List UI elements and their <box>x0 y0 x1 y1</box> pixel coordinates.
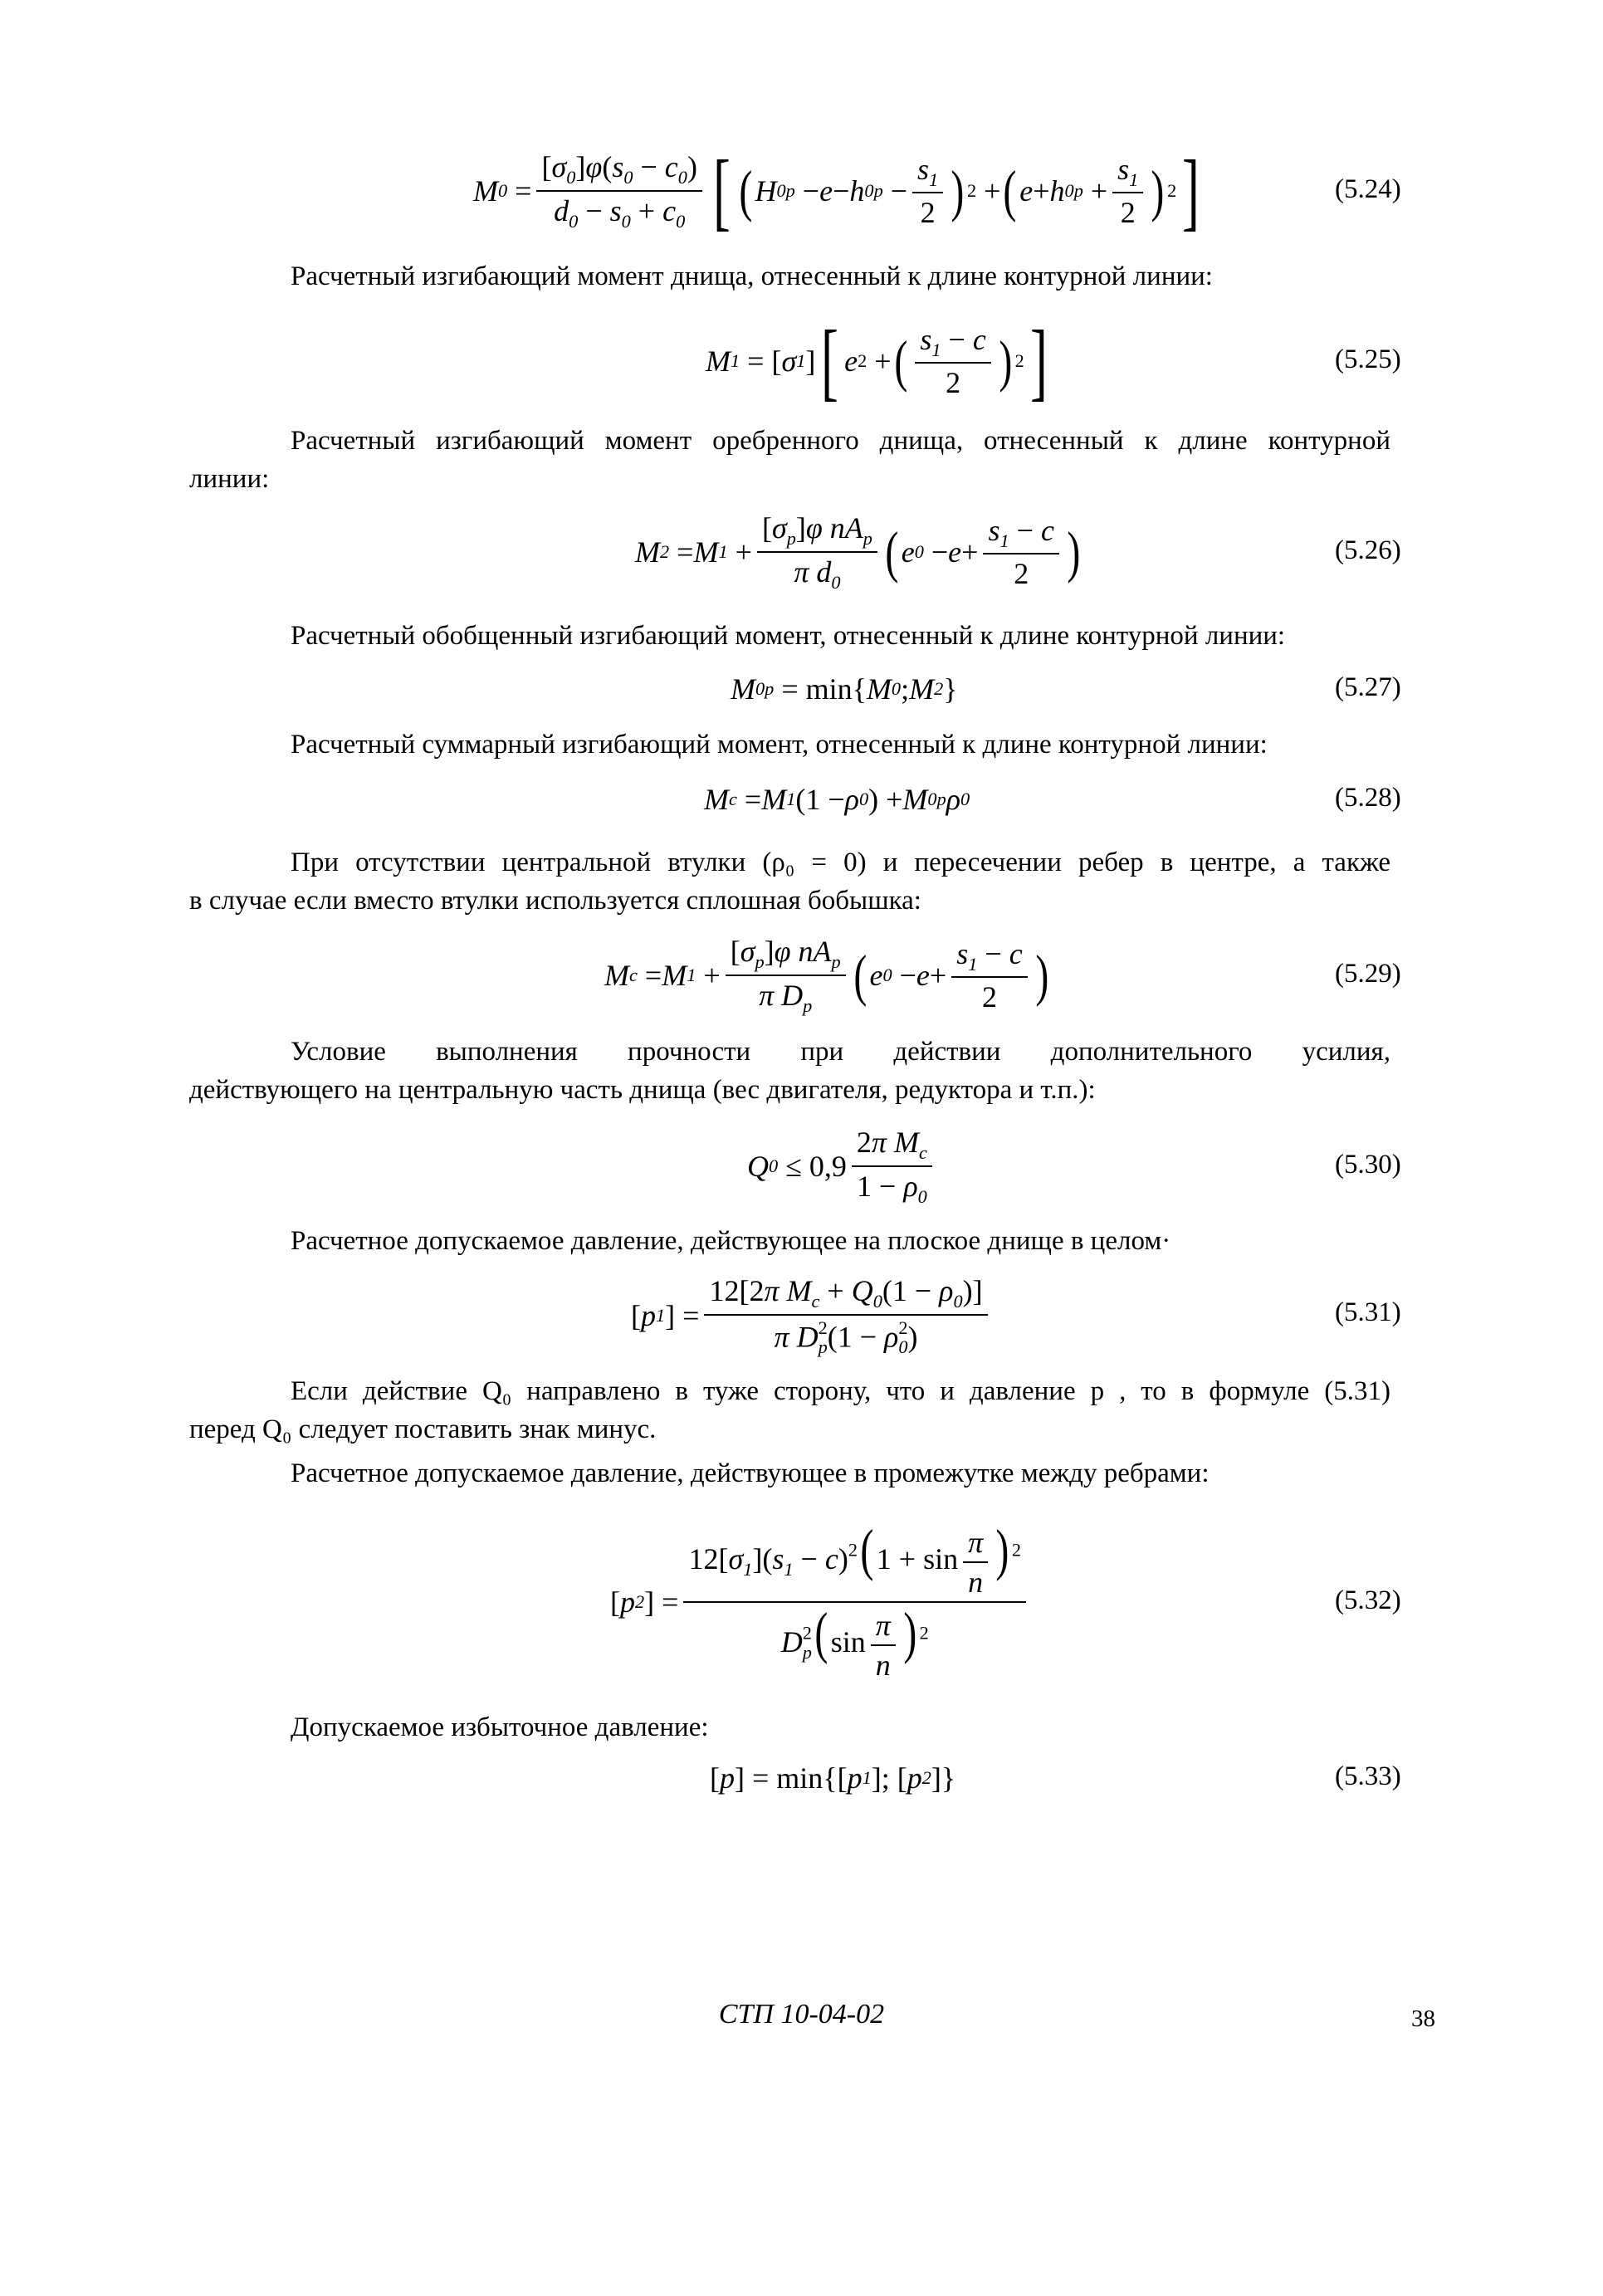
equation-5-26: M 2 = M 1 + $\frac{[\sigma_p]\varphi nA_p}{\pi d_0}$ ( e 0 − e + $\frac{s_1 - c}{2}$ ) <box>635 511 1081 593</box>
paragraph: Допускаемое избыточное давление: <box>291 1712 709 1742</box>
paragraph: Расчетный обобщенный изгибающий момент, отнесенный к длине контурной линии: <box>291 621 1286 651</box>
equation-number: (5.28) <box>1335 783 1401 813</box>
equation-5-25: M 1 = [ σ 1 ] [ e 2 + ( $\frac{s_1 - c}{2}$ ) 2 ] <box>706 312 1048 409</box>
paragraph: в случае если вместо втулки используется сплошная бобышка: <box>189 886 921 916</box>
paragraph: Условие выполнения прочности при действии дополнительного усилия, <box>291 1037 1390 1067</box>
equation-number: (5.30) <box>1335 1150 1401 1180</box>
equation-5-27: M 0p = min{ M 0 ; M 2 } <box>731 672 958 706</box>
paragraph: Расчетное допускаемое давление, действующее на плоское днище в целом· <box>291 1226 1171 1256</box>
equation-number: (5.27) <box>1335 672 1401 702</box>
equation-number: (5.25) <box>1335 344 1401 374</box>
equation-5-30: Q 0 ≤ 0,9 $\frac{2\pi M_c}{1 - \rho_0}$ <box>747 1116 937 1216</box>
equation-5-31: [ p 1 ] = $\frac{12[2\pi M_c + Q_0(1 - \rho_0)]}{\pi D^2_p(1 - \rho^2_0)}$ <box>631 1266 993 1365</box>
paragraph: Расчетное допускаемое давление, действующее в промежутке между ребрами: <box>291 1458 1210 1488</box>
paragraph: Расчетный изгибающий момент днища, отнесенный к длине контурной линии: <box>291 261 1213 291</box>
equation-number: (5.29) <box>1335 959 1401 989</box>
document-code: СТП 10-04-02 <box>718 1999 885 2030</box>
equation-5-24: M 0 = $\frac{[\sigma_0]\varphi(s_0 - c_0)}{d_0 - s_0 + c_0}$ [ ( H 0p − e − h 0p − $\frac{s_1}{2}$ ) 2 + ( e + h 0p + $\frac{s_1}{2}$ ) 2 ] <box>473 142 1200 239</box>
equation-5-32: [ p 2 ] = $12[\sigma_1](s_1 - c)^2(1 + \sin$ $\frac{\pi}{n}$ ) $^2$ $D^2_p(\sin$ $\frac{\pi}{n}$ ) $^2$ <box>610 1507 1031 1698</box>
equation-5-29: M c = M 1 + $\frac{[\sigma_p]\varphi nA_p}{\pi D_p}$ ( e 0 − e + $\frac{s_1 - c}{2}$ ) <box>604 935 1049 1016</box>
equation-number: (5.26) <box>1335 535 1401 565</box>
paragraph: Расчетный суммарный изгибающий момент, отнесенный к длине контурной линии: <box>291 730 1268 760</box>
paragraph: перед Q₀ следует поставить знак минус. <box>189 1414 657 1444</box>
page-number: 38 <box>1411 2005 1435 2032</box>
paragraph: При отсутствии центральной втулки (ρ₀ = 0) и пересечении ребер в центре, а также <box>291 848 1390 877</box>
equation-number: (5.32) <box>1335 1585 1401 1615</box>
equation-number: (5.33) <box>1335 1761 1401 1791</box>
equation-5-28: M c = M 1 (1 − ρ 0 ) + M 0p ρ 0 <box>704 783 970 816</box>
equation-number: (5.31) <box>1335 1297 1401 1327</box>
paragraph: Если действие Q₀ направлено в туже сторону, что и давление p , то в формуле (5.31) <box>291 1376 1390 1406</box>
equation-5-33: [ p ] = min{[ p 1 ]; [ p 2 ]} <box>710 1761 956 1795</box>
paragraph: линии: <box>189 464 270 494</box>
equation-number: (5.24) <box>1335 174 1401 204</box>
paragraph: действующего на центральную часть днища (вес двигателя, редуктора и т.п.): <box>189 1075 1096 1105</box>
paragraph: Расчетный изгибающий момент оребренного днища, отнесенный к длине контурной <box>291 426 1390 456</box>
